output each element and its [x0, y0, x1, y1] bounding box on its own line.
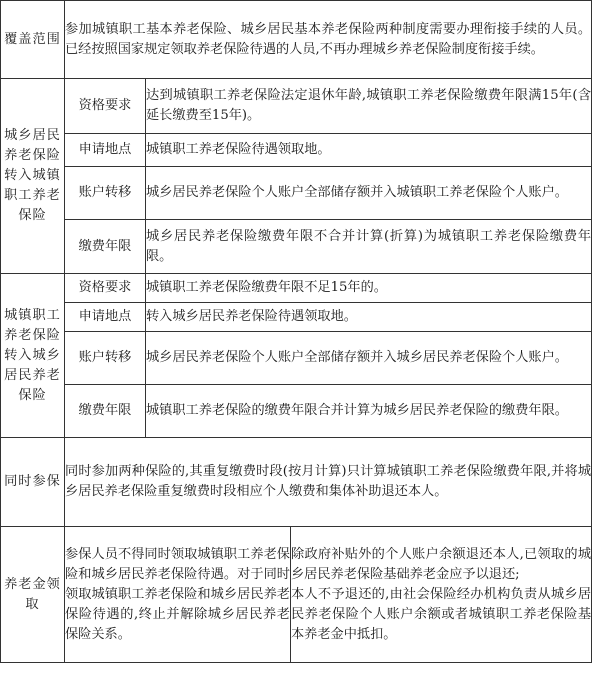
employee-to-urban-text-account: 城乡居民养老保险个人账户全部储存额并入城乡居民养老保险个人账户。	[146, 332, 592, 385]
urban-to-employee-label-qualification: 资格要求	[65, 79, 146, 134]
employee-to-urban-title: 城镇职工养老保险转入城乡居民养老保险	[1, 274, 65, 438]
employee-to-urban-text-qualification: 城镇职工养老保险缴费年限不足15年的。	[146, 274, 592, 303]
simultaneous-row	[1, 438, 592, 527]
employee-to-urban-label-location: 申请地点	[65, 303, 146, 332]
urban-to-employee-label-years: 缴费年限	[65, 220, 146, 274]
urban-to-employee-title: 城乡居民养老保险转入城镇职工养老保险	[1, 79, 65, 274]
coverage-row	[1, 1, 592, 79]
employee-to-urban-label-years: 缴费年限	[65, 385, 146, 438]
pension-receipt-right	[291, 527, 592, 663]
urban-to-employee-row-account	[1, 167, 592, 220]
employee-to-urban-row-location	[1, 303, 592, 332]
employee-to-urban-row-years	[1, 385, 592, 438]
urban-to-employee-text-location: 城镇职工养老保险待遇领取地。	[146, 134, 592, 167]
urban-to-employee-row-years	[1, 220, 592, 274]
simultaneous-text: 同时参加两种保险的,其重复缴费时段(按月计算)只计算城镇职工养老保险缴费年限,并将城乡居民养老保险重复缴费时段相应个人缴费和集体补助退还本人。	[65, 438, 592, 527]
urban-to-employee-text-account: 城乡居民养老保险个人账户全部储存额并入城镇职工养老保险个人账户。	[146, 167, 592, 220]
urban-to-employee-text-years: 城乡居民养老保险缴费年限不合并计算(折算)为城镇职工养老保险缴费年限。	[146, 220, 592, 274]
coverage-title: 覆盖范围	[1, 1, 65, 79]
simultaneous-title: 同时参保	[1, 438, 65, 527]
employee-to-urban-label-qualification: 资格要求	[65, 274, 146, 303]
urban-to-employee-label-account: 账户转移	[65, 167, 146, 220]
urban-to-employee-label-location: 申请地点	[65, 134, 146, 167]
pension-receipt-title: 养老金领取	[1, 527, 65, 663]
employee-to-urban-label-account: 账户转移	[65, 332, 146, 385]
pension-receipt-right-text-2: 本人不予退还的,由社会保险经办机构负责从城乡居民养老保险个人账户余额或者城镇职工养老保险基本养老金中抵扣。	[291, 586, 592, 642]
employee-to-urban-row-account	[1, 332, 592, 385]
pension-receipt-row	[1, 527, 592, 663]
pension-receipt-right-text-1: 除政府补贴外的个人账户余额退还本人,已领取的城乡居民养老保险基础养老金应予以退还;	[291, 546, 592, 582]
employee-to-urban-row-qualification	[1, 274, 592, 303]
coverage-text: 参加城镇职工基本养老保险、城乡居民基本养老保险两种制度需要办理衔接手续的人员。已经按照国家规定领取养老保险待遇的人员,不再办理城乡养老保险制度衔接手续。	[65, 1, 592, 79]
employee-to-urban-text-location: 转入城乡居民养老保险待遇领取地。	[146, 303, 592, 332]
employee-to-urban-text-years: 城镇职工养老保险的缴费年限合并计算为城乡居民养老保险的缴费年限。	[146, 385, 592, 438]
urban-to-employee-text-qualification: 达到城镇职工养老保险法定退休年龄,城镇职工养老保险缴费年限满15年(含延长缴费至15年)。	[146, 79, 592, 134]
urban-to-employee-row-location	[1, 134, 592, 167]
urban-to-employee-row-qualification	[1, 79, 592, 134]
pension-receipt-left-text: 参保人员不得同时领取城镇职工养老保险和城乡居民养老保险待遇。对于同时领取城镇职工养老保险和城乡居民养老保险待遇的,终止并解除城乡居民养老保险关系。	[65, 527, 291, 663]
